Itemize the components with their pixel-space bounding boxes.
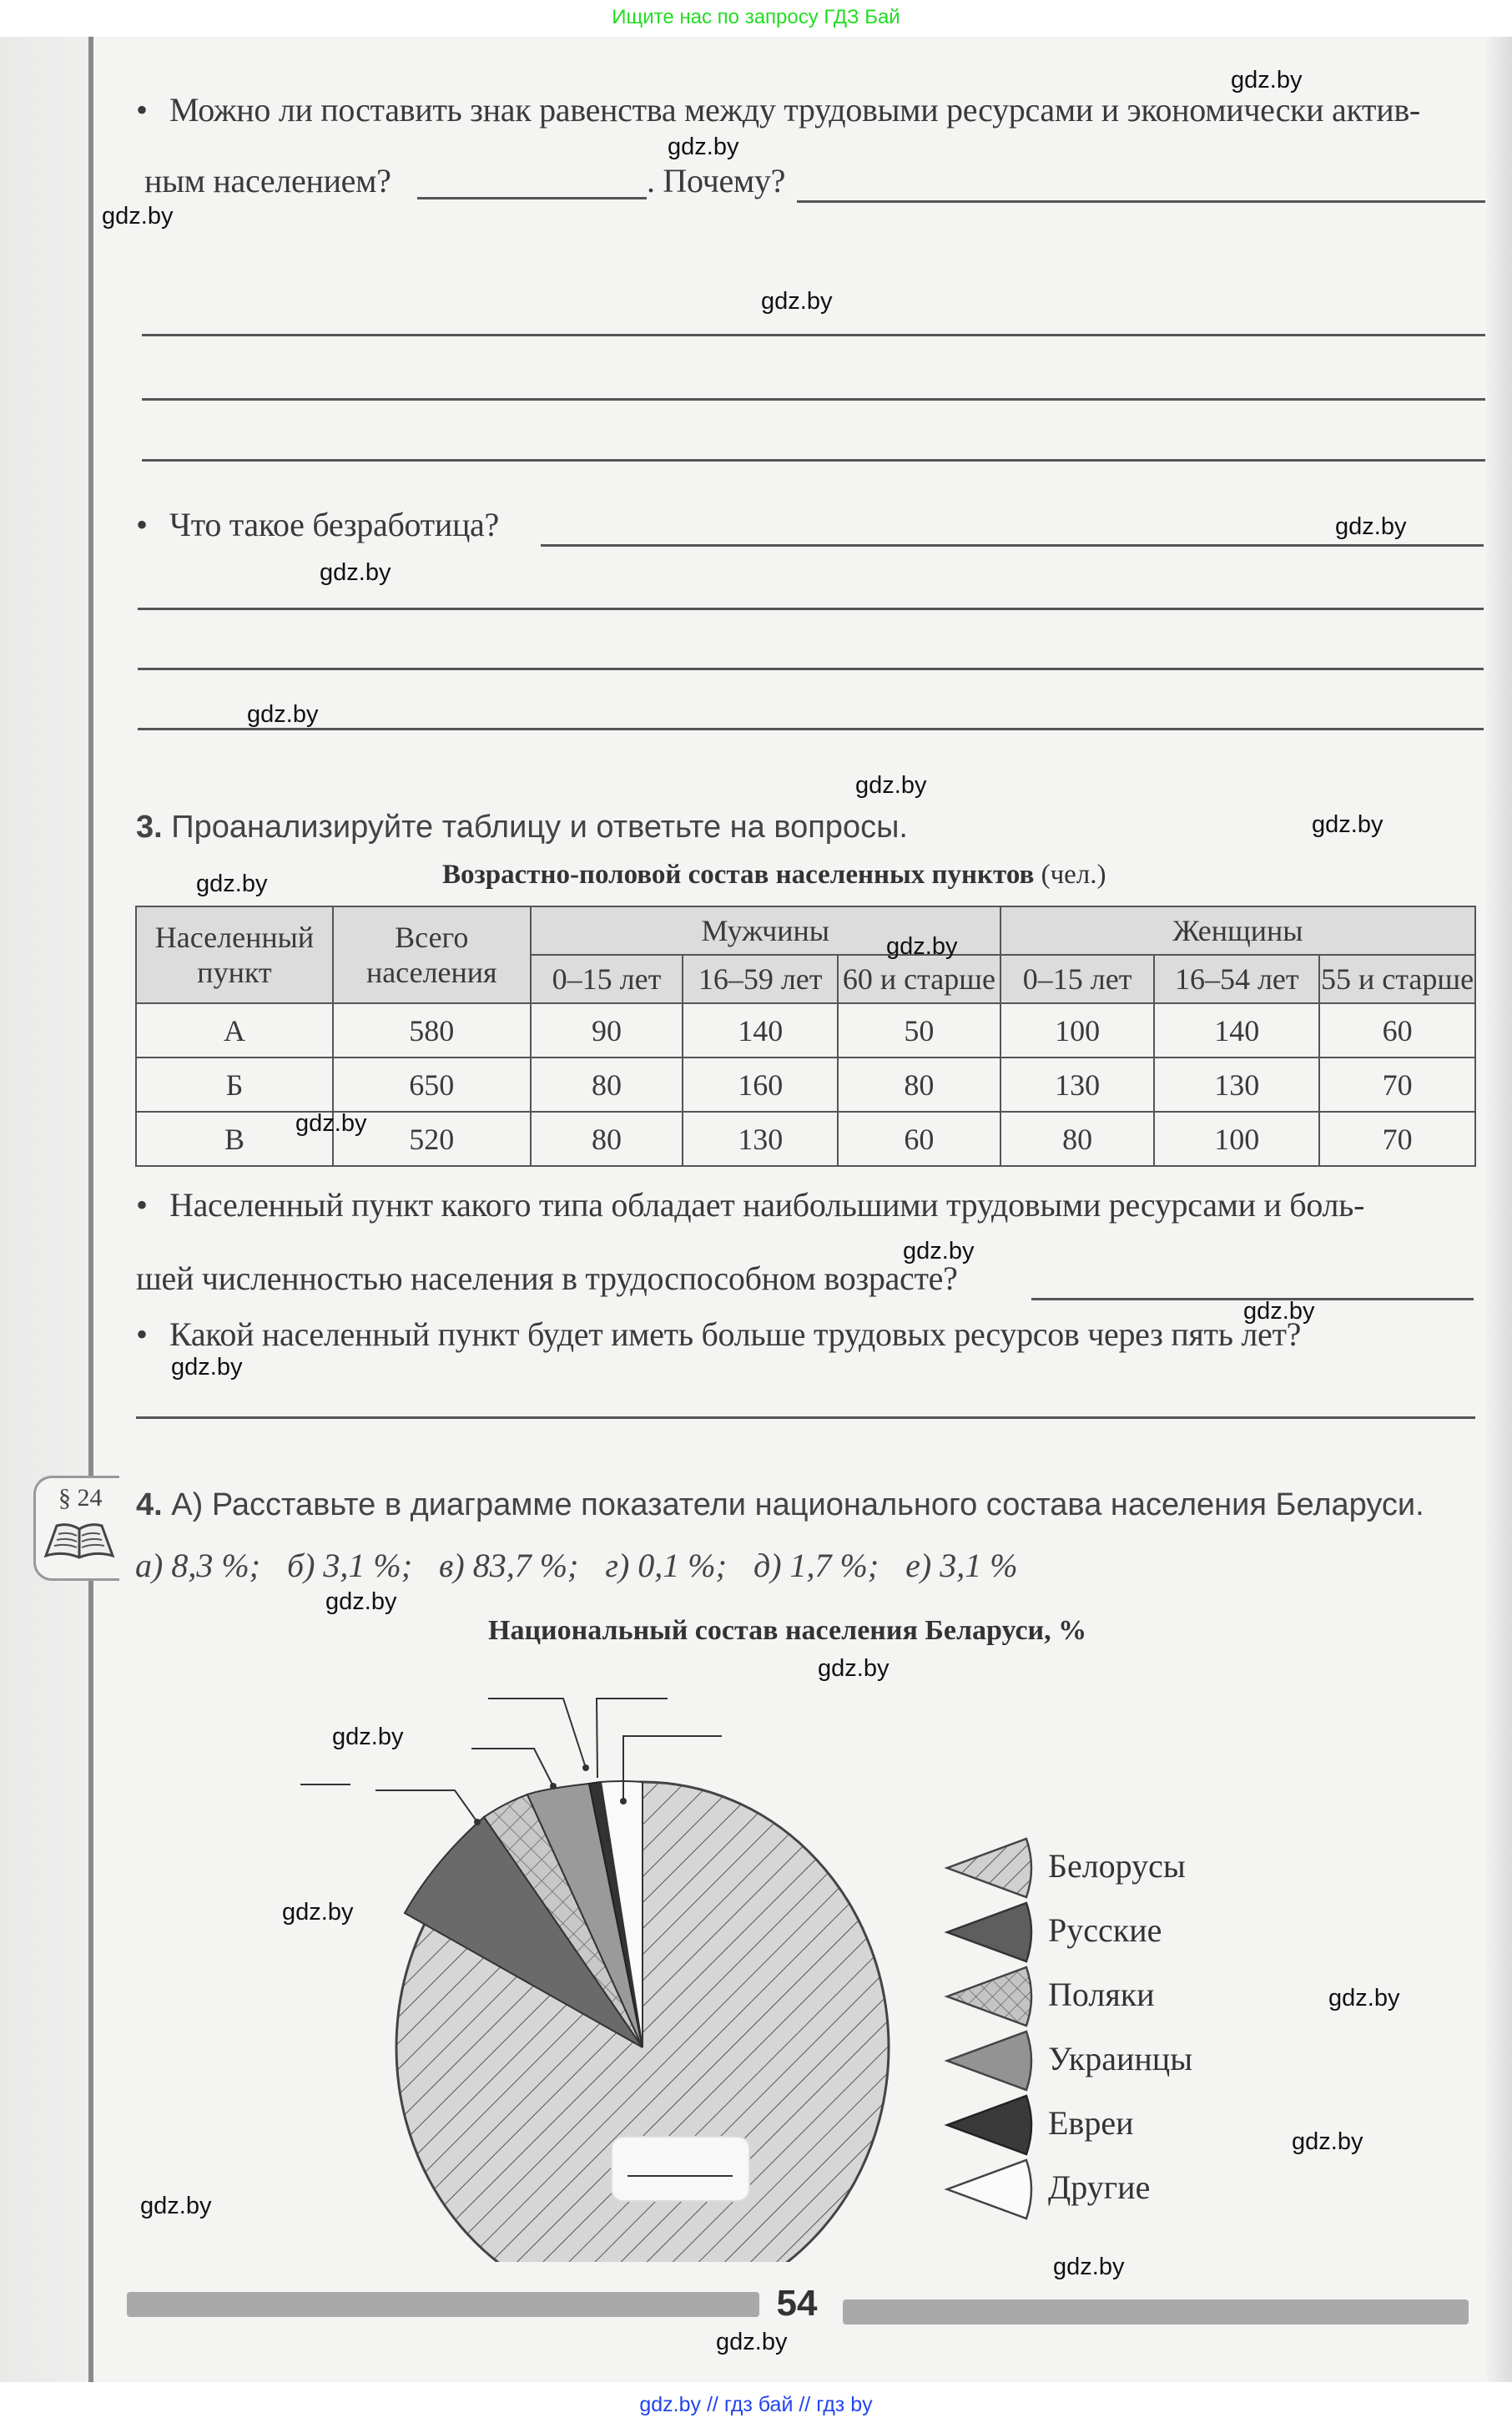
watermark: gdz.by: [1243, 1298, 1315, 1325]
option-v: в) 83,7 %;: [439, 1547, 579, 1584]
task4-options: [135, 1546, 1036, 1585]
legend-label: Русские: [1048, 1911, 1162, 1949]
answer-line[interactable]: [797, 200, 1485, 203]
task3-heading: [136, 810, 908, 846]
answer-blank-yes-no[interactable]: [417, 197, 647, 199]
legend-item-poles: [943, 1963, 1360, 2030]
watermark: gdz.by: [325, 1588, 397, 1615]
top-banner: Ищите нас по запросу ГДЗ Бай: [0, 0, 1512, 37]
watermark: gdz.by: [247, 701, 319, 728]
answer-line[interactable]: [142, 459, 1485, 462]
cell-women-0-15: 80: [1000, 1112, 1155, 1166]
cell-total: 520: [333, 1112, 531, 1166]
cell-women-16-54: 100: [1154, 1112, 1319, 1166]
watermark: gdz.by: [1328, 1985, 1400, 2012]
cell-women-0-15: 100: [1000, 1003, 1155, 1058]
chart-title-text: Национальный состав населения Беларуси, %: [488, 1615, 1087, 1646]
task3-question2: [136, 1315, 1301, 1354]
question-text: Какой населенный пункт будет иметь больше трудовых ресурсов через пять лет?: [169, 1315, 1302, 1353]
cell-women-0-15: 130: [1000, 1058, 1155, 1112]
cell-men-16-59: 160: [683, 1058, 838, 1112]
bottom-footer-links[interactable]: gdz.by // гдз бай // гдз by: [0, 2382, 1512, 2428]
pie-chart: [250, 1661, 935, 2262]
bullet-icon: •: [136, 1186, 148, 1224]
watermark: gdz.by: [332, 1724, 404, 1750]
page-number: 54: [776, 2283, 818, 2324]
watermark: gdz.by: [282, 1899, 354, 1926]
watermark: gdz.by: [102, 203, 174, 230]
cell-women-16-54: 130: [1154, 1058, 1319, 1112]
bullet-icon: •: [136, 1315, 148, 1353]
page-footer-bar-right: [843, 2299, 1469, 2325]
task-title: А) Расставьте в диаграмме показатели национального состава населения Беларуси.: [171, 1487, 1424, 1522]
legend-item-others: [943, 2156, 1360, 2223]
leader-line-poles: [471, 1749, 553, 1786]
watermark: gdz.by: [903, 1238, 975, 1264]
question-text: шей численностью населения в трудоспособном возрасте?: [136, 1259, 958, 1297]
header-women: Женщины: [1000, 906, 1475, 955]
answer-line[interactable]: [138, 668, 1484, 670]
answer-line[interactable]: [138, 728, 1484, 730]
watermark: gdz.by: [196, 871, 268, 897]
legend-label: Евреи: [1048, 2104, 1134, 2142]
header-women-0-15: 0–15 лет: [1000, 955, 1155, 1003]
legend-swatch-medium-icon: [943, 2027, 1043, 2094]
cell-women-55plus: 60: [1319, 1003, 1475, 1058]
header-total: Всего населения: [333, 906, 531, 1003]
watermark: gdz.by: [1292, 2128, 1363, 2155]
question-unemployment: [136, 505, 499, 544]
cell-total: 650: [333, 1058, 531, 1112]
question-equality-line2: [144, 161, 391, 200]
watermark: gdz.by: [1231, 67, 1303, 93]
task3-question1-line2: [136, 1259, 958, 1298]
leader-line-jews: [597, 1699, 668, 1778]
watermark: gdz.by: [1335, 513, 1407, 540]
watermark: gdz.by: [716, 2329, 788, 2355]
cell-women-55plus: 70: [1319, 1058, 1475, 1112]
legend-swatch-black-icon: [943, 2092, 1043, 2158]
legend-swatch-hatch-icon: [943, 1835, 1043, 1901]
watermark: gdz.by: [886, 933, 958, 960]
cell-settlement: Б: [136, 1058, 333, 1112]
watermark: gdz.by: [1312, 811, 1383, 838]
table-caption-unit: (чел.): [1041, 860, 1106, 890]
cell-women-16-54: 140: [1154, 1003, 1319, 1058]
answer-line[interactable]: [138, 608, 1484, 610]
chart-title: [488, 1615, 1086, 1647]
section-reference-label: § 24: [58, 1484, 103, 1512]
question-text: Можно ли поставить знак равенства между трудовыми ресурсами и экономически актив-: [169, 91, 1420, 129]
answer-line[interactable]: [136, 1416, 1475, 1419]
header-men-16-59: 16–59 лет: [683, 955, 838, 1003]
book-icon: [42, 1519, 117, 1561]
answer-line[interactable]: [142, 398, 1485, 401]
option-d: д) 1,7 %;: [753, 1547, 879, 1584]
question-text: . Почему?: [647, 162, 786, 199]
watermark: gdz.by: [140, 2193, 212, 2219]
answer-line[interactable]: [142, 334, 1485, 336]
watermark: gdz.by: [1053, 2254, 1125, 2280]
legend-swatch-crosshatch-icon: [943, 1963, 1043, 2030]
legend-label: Белорусы: [1048, 1847, 1186, 1885]
cell-men-0-15: 80: [531, 1112, 683, 1166]
watermark: gdz.by: [320, 559, 391, 586]
table-row: [136, 1058, 1475, 1112]
header-women-55plus: 55 и старше: [1319, 955, 1475, 1003]
page-footer-bar-left: [127, 2292, 759, 2317]
header-women-16-54: 16–54 лет: [1154, 955, 1319, 1003]
legend-swatch-white-icon: [943, 2156, 1043, 2223]
cell-settlement: В: [136, 1112, 333, 1166]
task4-heading: [136, 1487, 1424, 1523]
bullet-icon: •: [136, 506, 148, 543]
table-caption: [442, 860, 1106, 891]
cell-men-16-59: 130: [683, 1112, 838, 1166]
cell-men-60plus: 60: [838, 1112, 1000, 1166]
option-g: г) 0,1 %;: [605, 1547, 727, 1584]
header-men-0-15: 0–15 лет: [531, 955, 683, 1003]
task-number: 3.: [136, 810, 163, 845]
page-left-margin: [0, 37, 90, 2382]
slice-label-box-belarusians[interactable]: [612, 2137, 749, 2201]
cell-women-55plus: 70: [1319, 1112, 1475, 1166]
cell-settlement: А: [136, 1003, 333, 1058]
bullet-icon: •: [136, 91, 148, 129]
option-e: е) 3,1 %: [905, 1547, 1018, 1584]
page-right-edge: [1487, 37, 1512, 2382]
cell-men-0-15: 90: [531, 1003, 683, 1058]
cell-men-0-15: 80: [531, 1058, 683, 1112]
header-men: Мужчины: [531, 906, 1000, 955]
question-equality-line1: [136, 90, 1420, 129]
question-why-label: [647, 161, 785, 200]
watermark: gdz.by: [668, 134, 739, 160]
option-b: б) 3,1 %;: [286, 1547, 413, 1584]
answer-line[interactable]: [541, 544, 1484, 547]
cell-total: 580: [333, 1003, 531, 1058]
table-caption-title: Возрастно-половой состав населенных пунктов: [442, 860, 1035, 890]
leader-line-ukrainians: [488, 1699, 586, 1768]
table-row: [136, 1003, 1475, 1058]
cell-men-60plus: 50: [838, 1003, 1000, 1058]
page-border-line: [88, 37, 93, 2382]
cell-men-16-59: 140: [683, 1003, 838, 1058]
watermark: gdz.by: [761, 288, 833, 315]
task-number: 4.: [136, 1487, 163, 1522]
legend-item-russians: [943, 1899, 1360, 1966]
watermark: gdz.by: [855, 772, 927, 799]
watermark: gdz.by: [818, 1655, 890, 1682]
legend-label: Другие: [1048, 2168, 1151, 2206]
legend-swatch-dark-icon: [943, 1899, 1043, 1966]
legend-item-belarusians: [943, 1835, 1360, 1901]
option-a: а) 8,3 %;: [135, 1547, 260, 1584]
question-text: Что такое безработица?: [169, 506, 499, 543]
header-settlement: Населенный пункт: [136, 906, 333, 1003]
question-text: Населенный пункт какого типа обладает наибольшими трудовыми ресурсами и боль-: [169, 1186, 1365, 1224]
question-text: ным населением?: [144, 162, 391, 199]
watermark: gdz.by: [295, 1110, 367, 1137]
legend-item-ukrainians: [943, 2027, 1360, 2094]
legend-label: Украинцы: [1048, 2040, 1193, 2077]
cell-men-60plus: 80: [838, 1058, 1000, 1112]
header-men-60plus: 60 и старше: [838, 955, 1000, 1003]
leader-line-russians: [375, 1790, 477, 1822]
legend-label: Поляки: [1048, 1976, 1155, 2013]
task-title: Проанализируйте таблицу и ответьте на вопросы.: [171, 810, 908, 845]
task3-question1-line1: [136, 1185, 1364, 1224]
watermark: gdz.by: [171, 1354, 243, 1381]
